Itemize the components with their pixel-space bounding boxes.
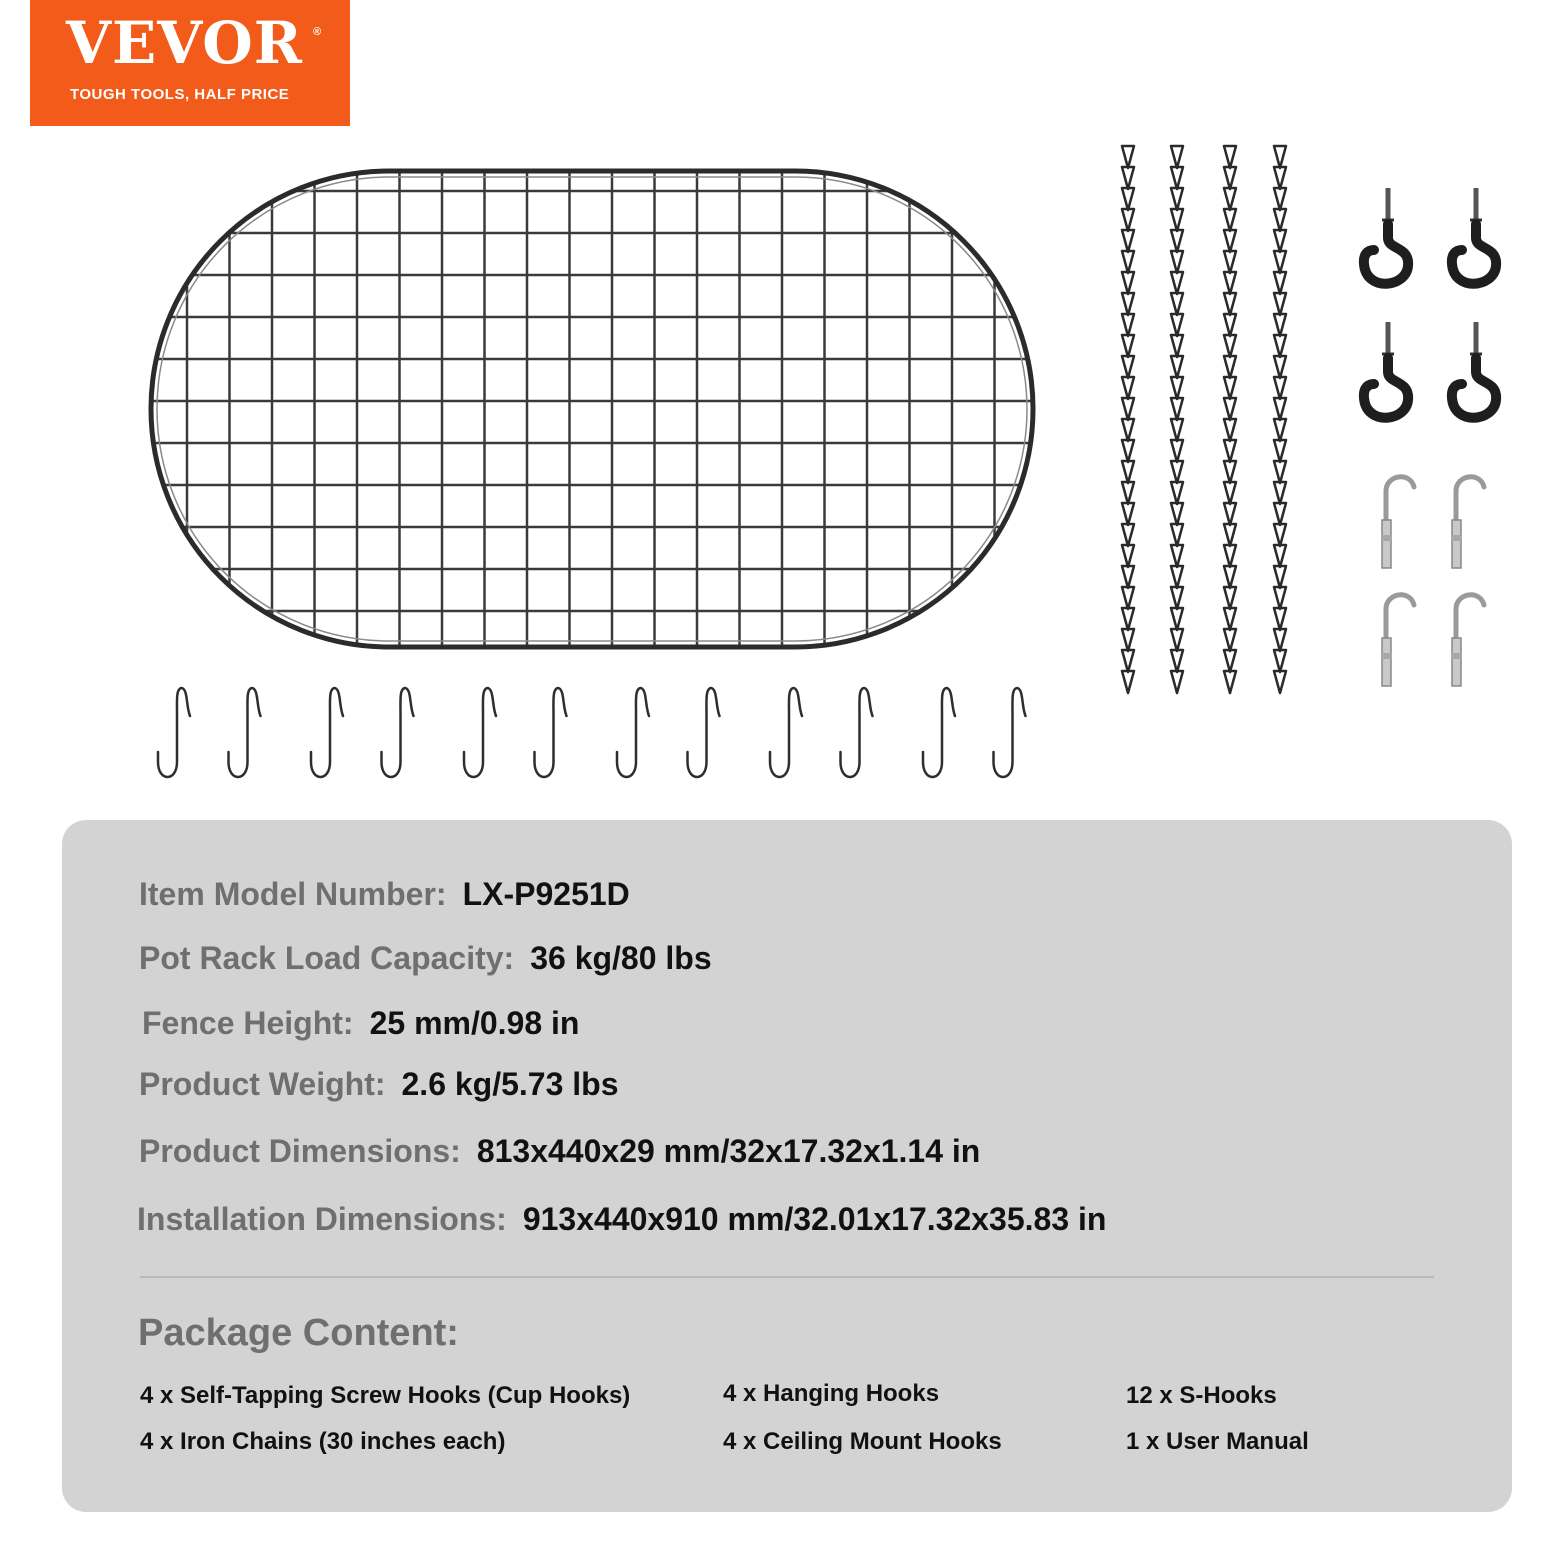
spec-row-model: [139, 878, 630, 910]
spec-row-product-weight: [139, 1068, 619, 1100]
s-hook-icon: [688, 688, 720, 777]
s-hook-icon: [464, 688, 496, 777]
package-content-title: Package Content:: [138, 1312, 459, 1354]
chain-icon: [1224, 146, 1236, 693]
spec-label: Product Dimensions:: [139, 1133, 461, 1169]
package-item: 4 x Iron Chains (30 inches each): [140, 1428, 506, 1455]
spec-label: Product Weight:: [139, 1066, 386, 1102]
s-hook-icon: [158, 688, 190, 777]
spec-label: Item Model Number:: [139, 876, 447, 912]
s-hook-icon: [923, 688, 955, 777]
cup-hook-icon: [1452, 322, 1496, 418]
s-hook-icon: [994, 688, 1026, 777]
package-item: 4 x Hanging Hooks: [723, 1380, 940, 1407]
spec-value: LX-P9251D: [462, 876, 630, 912]
spec-value: 36 kg/80 lbs: [530, 940, 712, 976]
oval-grid-pot-rack-icon: [140, 160, 1045, 660]
logo-tagline: TOUGH TOOLS, HALF PRICE: [70, 86, 290, 103]
section-divider: [140, 1276, 1434, 1278]
spec-row-installation-dimensions: [137, 1203, 1106, 1235]
spec-row-product-dimensions: [139, 1135, 980, 1167]
chain-icon: [1274, 146, 1286, 693]
spec-value: 913x440x910 mm/32.01x17.32x35.83 in: [522, 1201, 1107, 1237]
s-hook-icon: [617, 688, 649, 777]
chain-icon: [1171, 146, 1183, 693]
package-item: 4 x Self-Tapping Screw Hooks (Cup Hooks): [140, 1382, 631, 1409]
ceiling-mount-hook-icon: [1451, 477, 1484, 568]
cup-hook-icon: [1364, 322, 1408, 418]
s-hook-icon: [382, 688, 414, 777]
spec-label: Fence Height:: [142, 1005, 354, 1041]
package-item: 1 x User Manual: [1126, 1428, 1309, 1455]
s-hooks-group: [158, 688, 1026, 777]
s-hook-icon: [311, 688, 343, 777]
package-item: 4 x Ceiling Mount Hooks: [723, 1428, 1002, 1455]
ceiling-mount-hook-icon: [1451, 595, 1484, 686]
package-item: 12 x S-Hooks: [1126, 1382, 1277, 1409]
s-hook-icon: [229, 688, 261, 777]
s-hook-icon: [770, 688, 802, 777]
spec-value: 2.6 kg/5.73 lbs: [401, 1066, 619, 1102]
spec-value: 25 mm/0.98 in: [369, 1005, 580, 1041]
spec-value: 813x440x29 mm/32x17.32x1.14 in: [476, 1133, 981, 1169]
s-hook-icon: [535, 688, 567, 777]
cup-hooks-group: [1364, 188, 1496, 418]
ceiling-mount-hooks-group: [1381, 477, 1484, 686]
spec-row-fence-height: [142, 1007, 579, 1039]
specifications-panel: [62, 820, 1512, 1512]
spec-label: Pot Rack Load Capacity:: [139, 940, 515, 976]
iron-chains-group: [1122, 146, 1286, 693]
spec-row-load-capacity: [139, 942, 712, 974]
logo-wordmark: VEVOR: [66, 9, 303, 77]
spec-label: Installation Dimensions:: [137, 1201, 507, 1237]
cup-hook-icon: [1452, 188, 1496, 284]
ceiling-mount-hook-icon: [1381, 595, 1414, 686]
ceiling-mount-hook-icon: [1381, 477, 1414, 568]
cup-hook-icon: [1364, 188, 1408, 284]
chain-icon: [1122, 146, 1134, 693]
registered-mark: ®: [313, 26, 322, 38]
s-hook-icon: [841, 688, 873, 777]
